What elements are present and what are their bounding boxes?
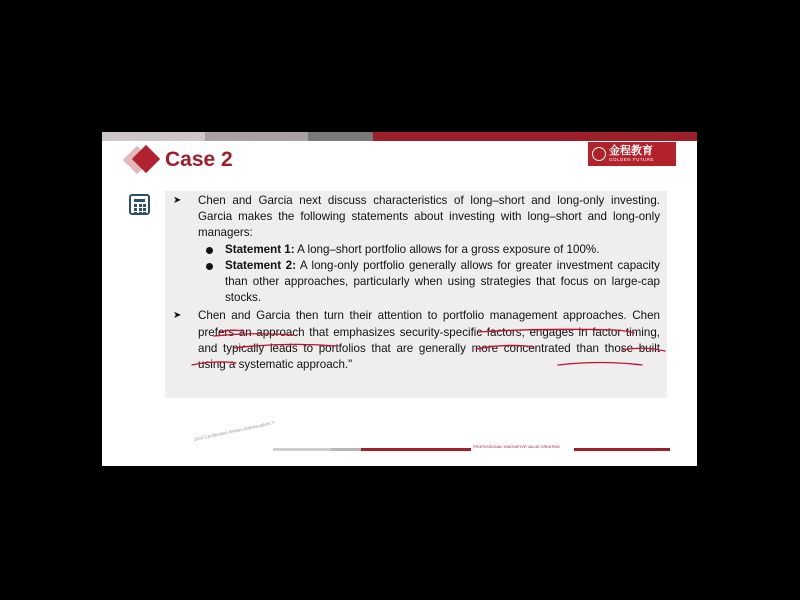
footer-tilted-text: 2024 Certification Bnaluo Ambassadors Y [192, 419, 276, 442]
statement-item [173, 258, 660, 307]
golden-future-logo [588, 142, 676, 166]
bullet-paragraph [173, 193, 660, 242]
calculator-icon [129, 194, 150, 215]
footer-color-bar [273, 448, 670, 451]
paragraph-text: Chen and Garcia then turn their attention to portfolio management approaches. Chen prefers an approach that emphasizes security-specific factors, engages in factor timing, and typically leads to portfolios that are generally more concentrated than those built using a systematic approach." [198, 309, 660, 372]
top-bar-segment [308, 132, 373, 141]
statement-label: Statement 2: [225, 258, 296, 272]
bullet-dot-icon [206, 263, 213, 270]
paragraph-text: Chen and Garcia next discuss characteristics of long–short and long-only investing. Garcia makes the following statements about investing with long–short and long-only managers: [198, 194, 660, 240]
logo-chinese-text: 金程教育 [609, 144, 653, 157]
statement-label: Statement 1: [225, 242, 295, 256]
bullet-dot-icon [206, 247, 213, 254]
arrow-bullet-icon: ➤ [173, 310, 182, 322]
top-bar-segment [373, 132, 697, 141]
statement-text: A long–short portfolio allows for a gross exposure of 100%. [294, 242, 600, 256]
golden-future-emblem-icon [592, 147, 606, 161]
top-color-bar [102, 132, 697, 141]
statement-item [173, 242, 660, 258]
case-text-box [165, 191, 667, 398]
top-bar-segment [102, 132, 205, 141]
footer-slogan: PROFESSIONAL·INNOVATIVE·VALUE CREATING [473, 445, 561, 449]
bullet-paragraph [173, 308, 660, 373]
statement-text: A long-only portfolio generally allows for greater investment capacity than other approaches, particularly when using strategies that focus on large-cap stocks. [225, 258, 660, 305]
logo-english-text: GOLDEN FUTURE [609, 156, 655, 162]
arrow-bullet-icon: ➤ [173, 195, 182, 206]
top-bar-segment [205, 132, 308, 141]
slide [102, 132, 697, 466]
slide-title: Case 2 [165, 148, 233, 171]
